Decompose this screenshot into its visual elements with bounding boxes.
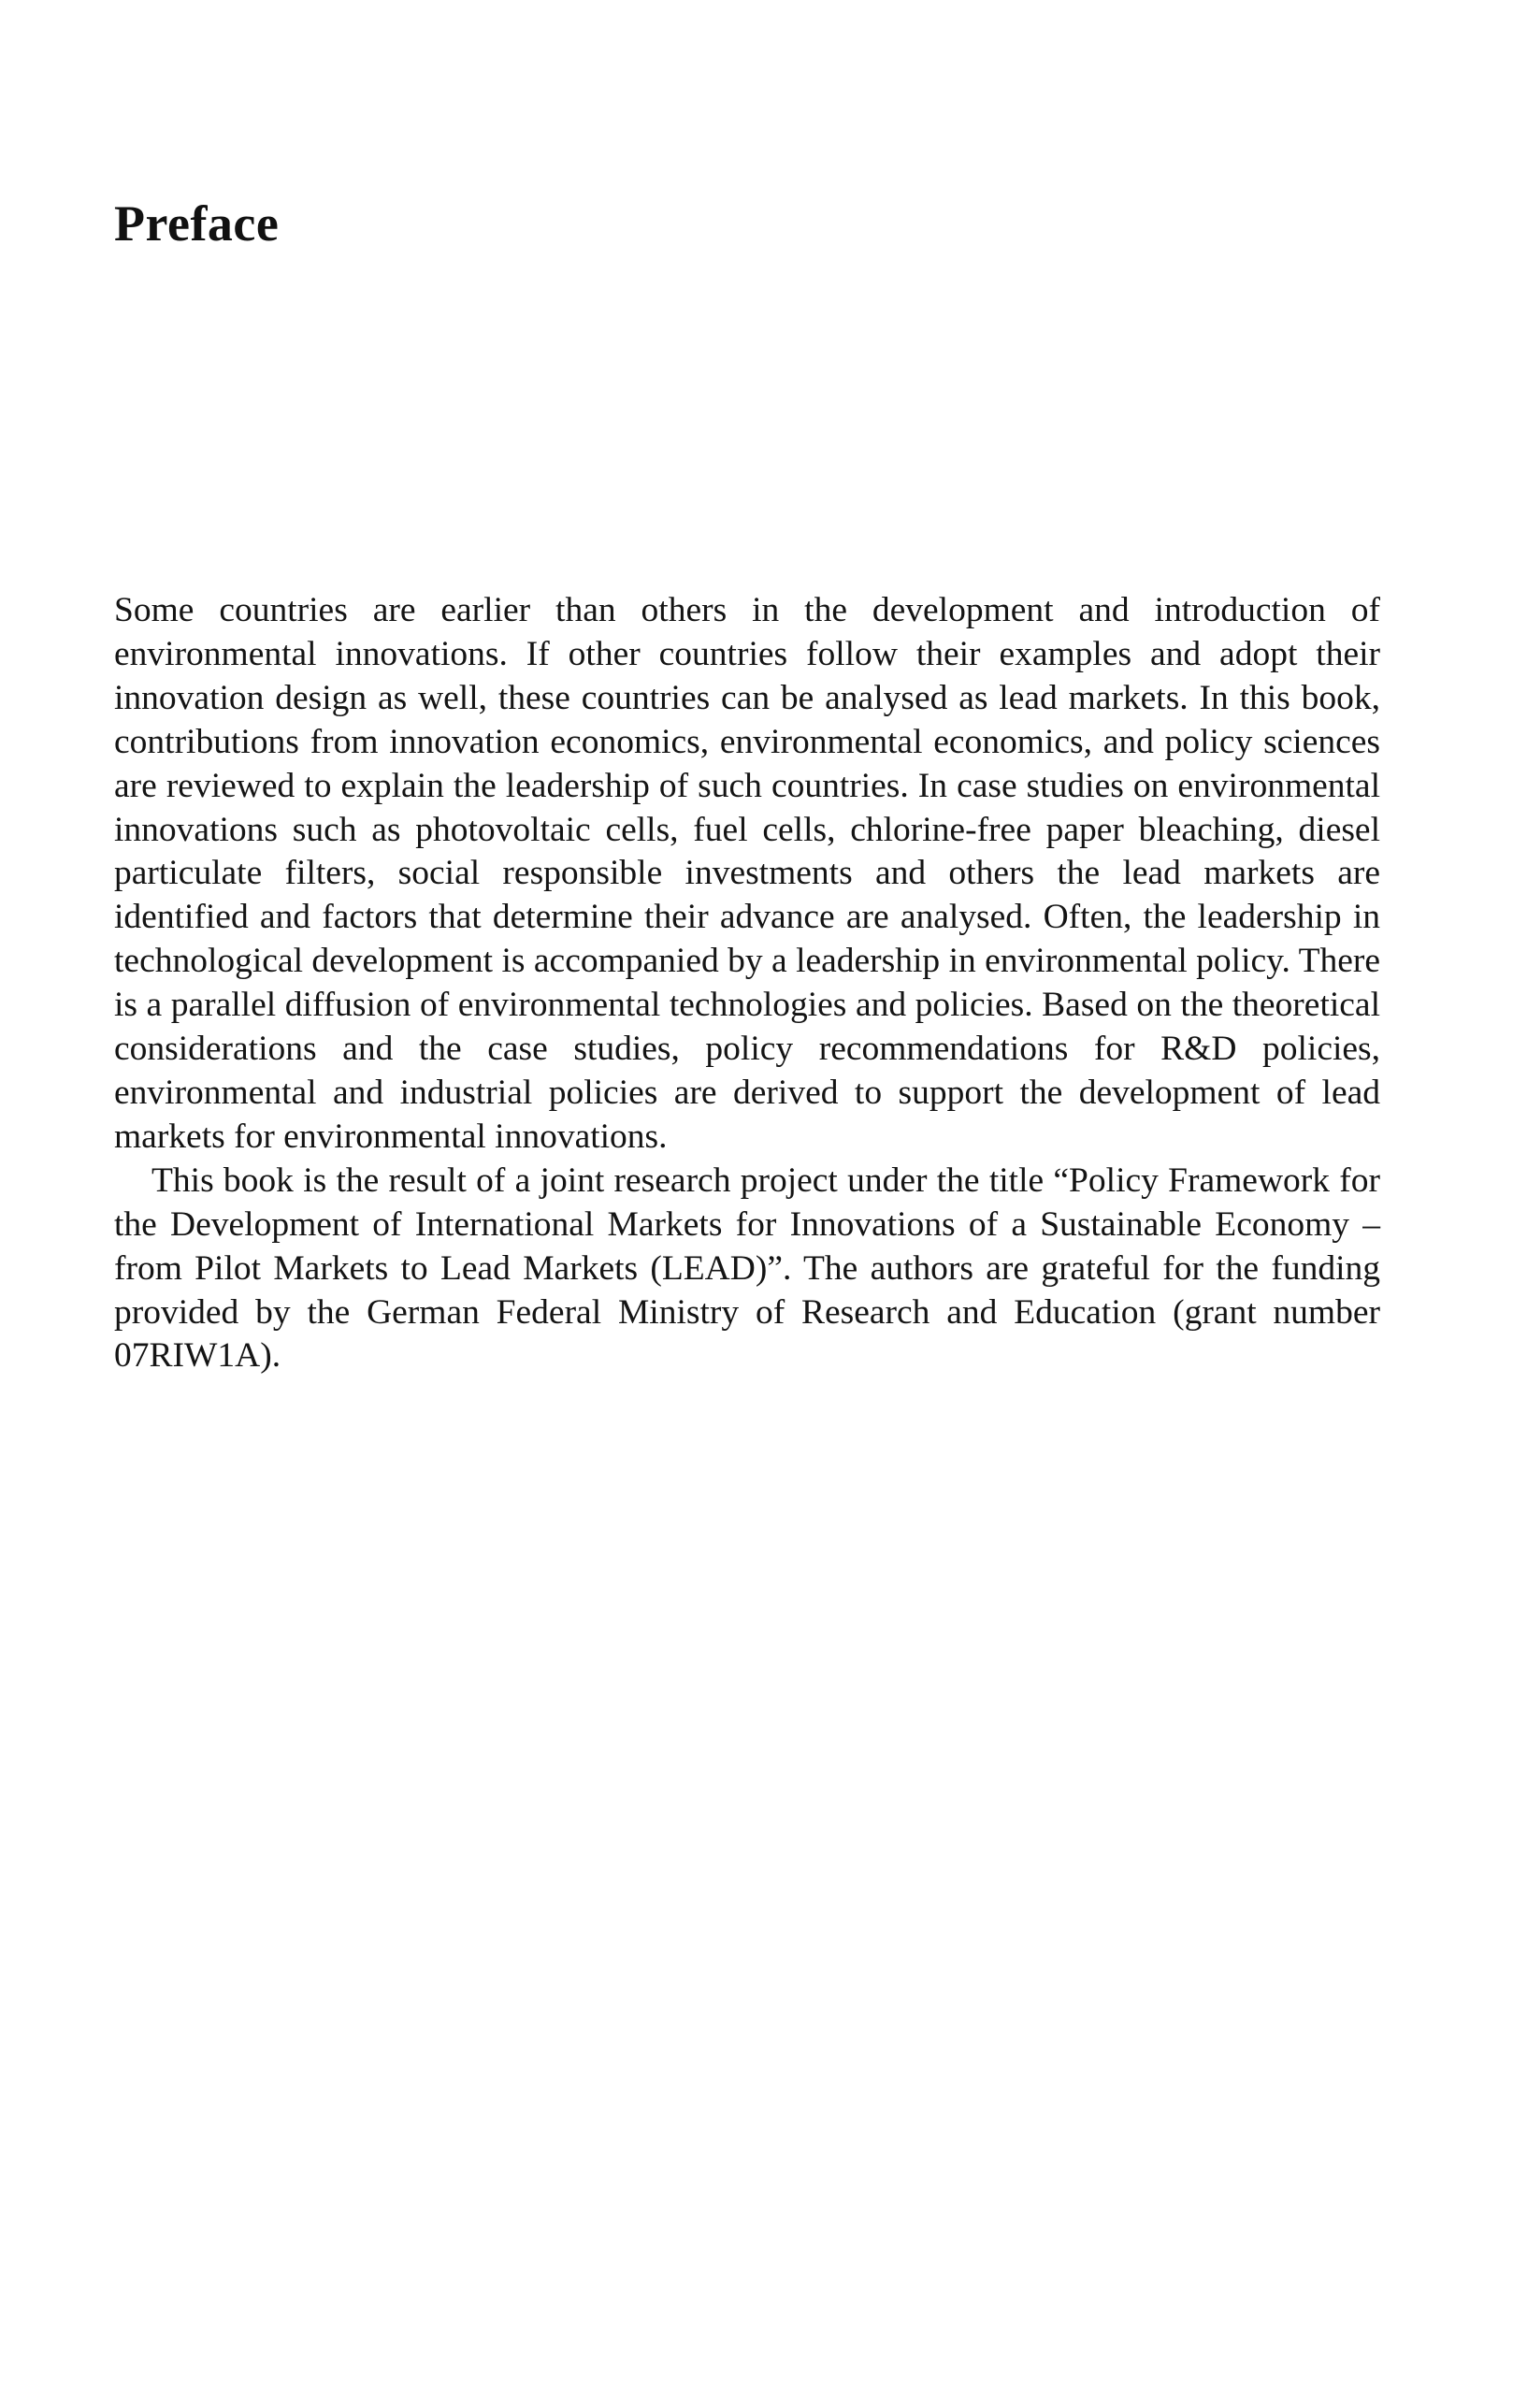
- paragraph-2: This book is the result of a joint research project under the title “Policy Framework for the Development of International Markets for Innovations of a Sustainable Economy – from Pilot Markets to Lead Markets (LEAD)”. The authors are grateful for the funding provided by the German Federal Ministry of Research and Education (grant number 07RIW1A).: [114, 1161, 1380, 1376]
- page-title: Preface: [114, 195, 280, 252]
- paragraph-1: Some countries are earlier than others in the development and introduction of environmental innovations. If other countries follow their examples and adopt their innovation design as well, these countries can be analysed as lead markets. In this book, contributions from innovation economics, environmental economics, and policy sciences are reviewed to explain the leadership of such countries. In case studies on environmental innovations such as photovoltaic cells, fuel cells, chlorine-free paper bleaching, diesel particulate filters, social responsible investments and others the lead markets are identified and factors that determine their advance are analysed. Often, the leadership in technological development is accompanied by a leadership in environmental policy. There is a parallel diffusion of environmental technologies and policies. Based on the theoretical considerations and the case studies, policy recommendations for R&D policies, environmental and industrial policies are derived to support the development of lead markets for environmental innovations.: [114, 591, 1380, 1156]
- preface-body: [114, 589, 1380, 1378]
